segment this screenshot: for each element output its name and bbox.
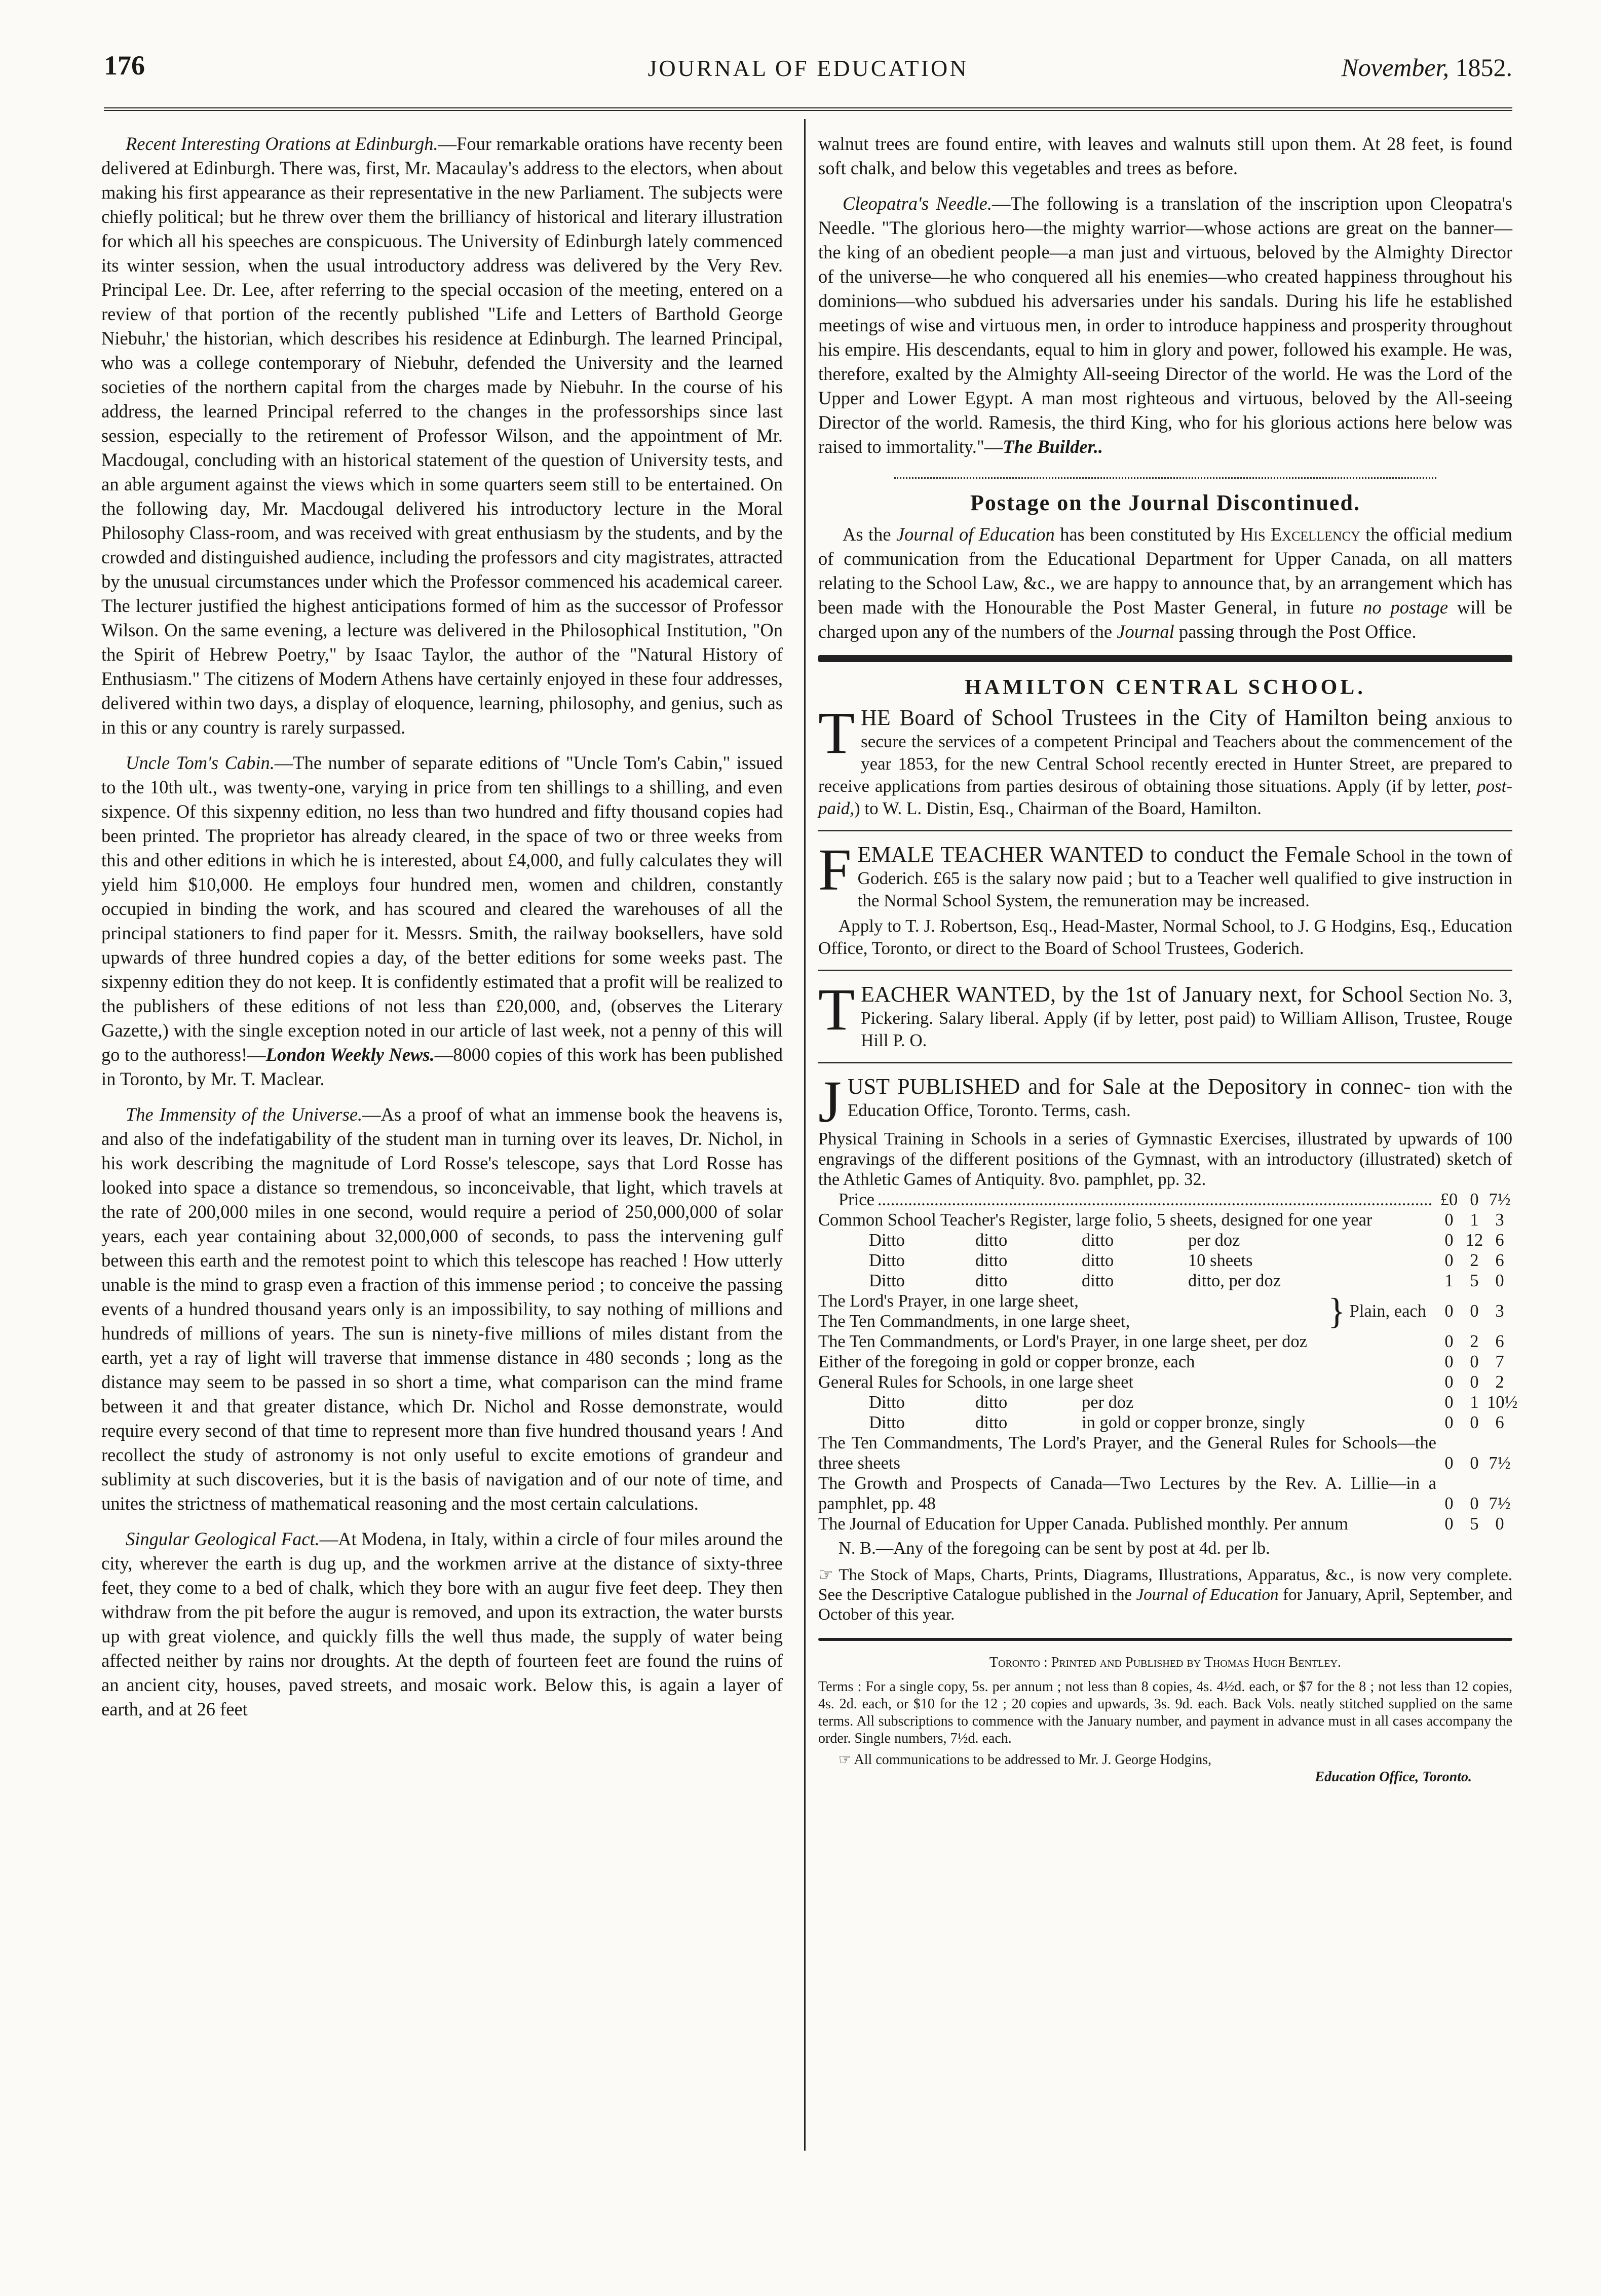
ditto-cell: Ditto: [869, 1231, 905, 1250]
article-body: —The following is a translation of the inscription upon Cleopatra's Needle. "The glorious hero—the mighty warrior—whose actions are great on the banner—the king of an obedient people—a man just and virtuous, beloved by the Almighty Director of the universe—he who conquered all his enemies—who created happiness throughout his dominions—who subdued his adversaries under his sandals. During his life he established meetings of wise and virtuous men, in order to introduce happiness and prosperity throughout his empire. His descendants, equal to him in glory and power, followed his example. He was, therefore, exalted by the Almighty All-seeing Director of the world. He was the Lord of the Upper and Lower Egypt. A man most righteous and virtuous, beloved by the All-seeing Director of the world. Ramesis, the third King, who for his glorious actions here below was raised to immortality."—: [818, 193, 1512, 457]
price-item: [818, 1372, 1512, 1392]
price-shillings: 5: [1470, 1514, 1479, 1534]
page-number: 176: [104, 50, 145, 81]
ditto-cell: ditto: [975, 1393, 1008, 1412]
article-cleopatra-needle: [818, 192, 1512, 459]
price-shillings: 0: [1470, 1494, 1479, 1513]
heavy-divider: [818, 655, 1512, 662]
price-item: [818, 1433, 1512, 1473]
postage-heading: Postage on the Journal Discontinued.: [970, 490, 1360, 515]
address-note: ☞ All communications to be addressed to Mr. J. George Hodgins,: [838, 1752, 1212, 1768]
item-price: [1436, 1514, 1512, 1534]
price-pence: 3: [1495, 1302, 1504, 1321]
price-item: [818, 1331, 1512, 1352]
drop-cap: F: [818, 836, 852, 903]
ditto-cell: ditto: [975, 1251, 1008, 1270]
ditto-row: [818, 1392, 1518, 1412]
price-shillings: 0: [1470, 1372, 1479, 1392]
ditto-cell: ditto: [1082, 1271, 1114, 1290]
price-pounds: 0: [1444, 1210, 1454, 1230]
price-item: [818, 1129, 1512, 1190]
prayer-label: Plain, each: [1349, 1302, 1426, 1321]
price-item: [818, 1514, 1512, 1534]
drop-cap: T: [818, 976, 855, 1043]
price-pounds: 0: [1444, 1393, 1454, 1412]
issue-date: [1342, 53, 1512, 82]
price-pounds: 0: [1444, 1453, 1454, 1473]
article-title: Uncle Tom's Cabin.: [126, 752, 275, 773]
article-source: London Weekly News.: [265, 1044, 435, 1065]
ditto-cell: ditto, per doz: [1188, 1271, 1281, 1290]
item-desc: Physical Training in Schools in a series of Gymnastic Exercises, illustrated by upwards of 100 engravings of the different positions of the Gymnast, with an introductory (illustrated) sketch of the Athletic Games of Antiquity. 8vo. pamphlet, pp. 32.: [818, 1129, 1512, 1189]
ditto-cell: ditto: [975, 1413, 1008, 1432]
price-pounds: 0: [1444, 1251, 1454, 1270]
item-price: [1436, 1494, 1512, 1514]
ad-body: Section No. 3, Pickering. Salary liberal. Apply (if by letter, post paid) to William Allison, Trustee, Rouge Hill P. O.: [861, 986, 1513, 1050]
price-shillings: 0: [1470, 1453, 1479, 1473]
article-title: Singular Geological Fact.: [126, 1528, 320, 1549]
article-geological-fact: [101, 1527, 783, 1721]
price-pounds: 0: [1444, 1332, 1454, 1351]
postage-italic: Journal: [1117, 621, 1174, 642]
price-item: [818, 1473, 1512, 1514]
page-header: [104, 46, 1512, 86]
price-pence: 0: [1495, 1514, 1504, 1534]
postage-text: will be charged upon any of the numbers of the: [818, 597, 1513, 642]
price-shillings: 1: [1470, 1393, 1479, 1412]
ad-apply: Apply to T. J. Robertson, Esq., Head-Master, Normal School, to J. G Hodgins, Esq., Education Office, Toronto, or direct to the Board of School Trustees, Goderich.: [818, 916, 1512, 958]
item-desc: The Ten Commandments, or Lord's Prayer, in one large sheet, per doz: [818, 1332, 1307, 1351]
article-source: The Builder..: [1003, 436, 1103, 457]
item-desc: Common School Teacher's Register, large folio, 5 sheets, designed for one year: [818, 1210, 1373, 1230]
right-column: [818, 132, 1518, 1786]
ad-divider: [818, 970, 1512, 971]
price-pounds: 0: [1444, 1372, 1454, 1392]
price-shillings: 2: [1470, 1251, 1479, 1270]
subscription-terms: Terms : For a single copy, 5s. per annum ; not less than 8 copies, 4s. 4½d. each, or $7 for the 8 ; not less than 12 copies, 4s. 2d. each, or $10 for the 12 ; 20 copies and upwards, 3s. 9d. each. Back Vols. neatly stitched supplied on the same terms. All subscriptions to commence with the January number, and payment in advance must in all cases accompany the order. Single numbers, 7½d. each.: [818, 1679, 1512, 1746]
printed-by: Toronto : Printed and Published by Thomas Hugh Bentley.: [989, 1655, 1342, 1670]
item-price: [1436, 1301, 1512, 1321]
price-shillings: 12: [1465, 1231, 1483, 1250]
nb-note: N. B.—Any of the foregoing can be sent by post at 4d. per lb.: [838, 1539, 1270, 1558]
ditto-cell: per doz: [1188, 1231, 1240, 1250]
price-pounds: 0: [1444, 1352, 1454, 1371]
stock-text: for January, April, September, and October of this year.: [818, 1586, 1513, 1624]
ad-lead: UST PUBLISHED and for Sale at the Depository in connec-: [847, 1074, 1411, 1099]
article-body: —The number of separate editions of "Uncle Tom's Cabin," issued to the 10th ult., was twenty-one, varying in price from ten shillings to a shilling, and even sixpence. Of this sixpenny edition, no less than two hundred and fifty thousand copies had been printed. The proprietor has already cleared, in the space of two or three weeks from this and other editions in which he is interested, about £4,000, and fully calculates they will yield him $10,000. He employs four hundred men, women and children, constantly occupied in binding the work, and has scoured and cleared the warehouses of all the principal stationers to find paper for it. Messrs. Smith, the railway booksellers, have sold upwards of three hundred copies a day, of the better editions for some weeks past. The sixpenny edition they do not keep. It is confidently estimated that a profit will be realized to the publishers of these editions of not less than £20,000, and, (observes the Literary Gazette,) with the single exception noted in our article of last week, not a penny of this will go to the authoress!—: [101, 752, 783, 1065]
prayer-row: [818, 1291, 1512, 1331]
price-shillings: 5: [1470, 1271, 1479, 1290]
item-label: Price: [838, 1190, 874, 1209]
postage-smallcaps: His Excellency: [1240, 524, 1360, 545]
item-price: [1436, 1331, 1512, 1352]
stock-text: ☞ The Stock of Maps, Charts, Prints, Diagrams, Illustrations, Apparatus, &c., is now very complete. See the Descriptive Catalogue published in the: [818, 1566, 1512, 1604]
price-pence: 0: [1495, 1271, 1504, 1290]
price-pence: 7: [1495, 1352, 1504, 1371]
just-published-ad: [818, 1068, 1512, 1135]
item-price: [1436, 1352, 1512, 1372]
ad-divider: [818, 830, 1512, 831]
ad-lead: EMALE TEACHER WANTED to conduct the Female: [857, 842, 1351, 867]
brace-glyph: }: [1328, 1291, 1346, 1331]
ad-italic: post-paid,: [818, 776, 1512, 818]
imprint-footer: [818, 1654, 1512, 1786]
prayer-desc: [818, 1291, 1328, 1331]
ditto-cell: Ditto: [869, 1413, 905, 1432]
drop-cap: J: [818, 1068, 842, 1135]
drop-cap: T: [818, 700, 855, 766]
article-body: —Four remarkable orations have recenty been delivered at Edinburgh. There was, first, Mr. Macaulay's address to the electors, when about making his first appearance as their representative in the new Parliament. The subjects were chiefly political; but he threw over them the brilliancy of historical and literary illustration for which all his speeches are conspicuous. The University of Edinburgh lately commenced its winter session, when the usual introductory address was delivered by the Very Rev. Principal Lee. Dr. Lee, after referring to the special occasion of the meeting, entered on a review of that portion of the recently published "Life and Letters of Barthold George Niebuhr,' the historian, which describes his residence at Edinburgh. The learned Principal, who was a college contemporary of Niebuhr, defended the University and the learned societies of the northern capital from the charges made by Niebuhr. In the course of his address, the learned Principal referred to the changes in the professorships since last session, especially to the retirement of Professor Wilson, and the appointment of Mr. Macdougal, concluding with an historical statement of the question of University tests, and an able argument against the views which in some quarters seem still to be entertained. On the following day, Mr. Macdougal delivered his introductory lecture in the Moral Philosophy Class-room, and was received with great enthusiasm by the students, and by the crowded and distinguished audience, including the professors and city magistrates, attracted by the unusual circumstances under which the Professor commenced his academical career. The lecturer justified the highest anticipations formed of him as the successor of Professor Wilson. On the same evening, a lecture was delivered in the Philosophical Institution, "On the Spirit of Hebrew Poetry," by Isaac Taylor, the author of the "Natural History of Enthusiasm." The citizens of Modern Athens have certainly enjoyed in these four addresses, delivered within two days, a display of eloquence, learning, philosophy, and genius, such as in this or any country is rarely surpassed.: [101, 133, 783, 738]
price-pence: 7½: [1489, 1494, 1511, 1513]
prayer-line: The Lord's Prayer, in one large sheet,: [818, 1291, 1079, 1311]
ad-tail: ) to W. L. Distin, Esq., Chairman of the Board, Hamilton.: [854, 798, 1262, 818]
price-list: [818, 1129, 1518, 1625]
item-desc: The Growth and Prospects of Canada—Two Lectures by the Rev. A. Lillie—in a pamphlet, pp. 48: [818, 1474, 1436, 1513]
price-item: [818, 1352, 1512, 1372]
price-pounds: 0: [1444, 1231, 1454, 1250]
stock-italic: Journal of Education: [1136, 1586, 1279, 1604]
price-pence: 7½: [1489, 1453, 1511, 1473]
article-continuation: walnut trees are found entire, with leaves and walnuts still upon them. At 28 feet, is found soft chalk, and below this vegetables and trees as before.: [818, 133, 1512, 178]
article-title: The Immensity of the Universe.: [126, 1104, 363, 1125]
price-shillings: 0: [1470, 1352, 1479, 1371]
journal-title: JOURNAL OF EDUCATION: [647, 55, 969, 81]
ditto-cell: Ditto: [869, 1271, 905, 1290]
price-pounds: 0: [1444, 1514, 1454, 1534]
teacher-wanted-ad: [818, 976, 1513, 1052]
price-pence: 6: [1495, 1332, 1504, 1351]
price-pounds: 0: [1444, 1413, 1454, 1432]
item-price: [1436, 1453, 1512, 1473]
leader-dots: [878, 1190, 1433, 1210]
stock-note: [818, 1565, 1512, 1625]
ad-divider: [818, 1062, 1512, 1063]
ditto-cell: ditto: [975, 1231, 1008, 1250]
ditto-cell: per doz: [1082, 1393, 1134, 1412]
ad-lead: HE Board of School Trustees in the City of Hamilton being: [861, 705, 1428, 730]
hamilton-ad: [818, 700, 1512, 820]
ad-lead: EACHER WANTED, by the 1st of January next, for School: [861, 982, 1404, 1007]
price-pounds: £0: [1440, 1190, 1458, 1209]
price-shillings: 2: [1470, 1332, 1479, 1351]
postage-text: passing through the Post Office.: [1174, 621, 1417, 642]
column-divider: [804, 119, 806, 2151]
price-shillings: 0: [1470, 1302, 1479, 1321]
item-desc: Either of the foregoing in gold or copper bronze, each: [818, 1352, 1195, 1371]
article-body: —At Modena, in Italy, within a circle of four miles around the city, wherever the earth is dug up, and the workmen arrive at the distance of sixty-three feet, they come to a bed of chalk, which they bore with an augur five feet deep. They then withdraw from the pit before the augur is removed, and upon its extraction, the water bursts up with great violence, and quickly fills the well thus made, the supply of water being affected neither by rains nor droughts. At the depth of fourteen feet are found the ruins of an ancient city, houses, paved streets, and mosaic work. Below this, is again a layer of earth, and at 26 feet: [101, 1528, 783, 1719]
item-desc: General Rules for Schools, in one large sheet: [818, 1372, 1134, 1392]
price-pounds: 0: [1444, 1494, 1454, 1513]
price-pence: 6: [1495, 1231, 1504, 1250]
price-pence: 3: [1495, 1210, 1504, 1230]
postage-italic: Journal of Education: [896, 524, 1055, 545]
article-title: Recent Interesting Orations at Edinburgh.: [126, 133, 438, 154]
ad-body: anxious to secure the services of a competent Principal and Teachers about the commencement of the year 1853, for the new Central School recently erected in Hunter Street, are prepared to receive applications from parties desirous of obtaining those situations. Apply (if by letter,: [818, 709, 1512, 796]
ditto-cell: Ditto: [869, 1393, 905, 1412]
postage-notice: [818, 522, 1512, 644]
item-price: [1436, 1190, 1512, 1210]
price-pence: 2: [1495, 1372, 1504, 1392]
ditto-row: [818, 1230, 1512, 1250]
ditto-row: [818, 1250, 1512, 1271]
ditto-cell: ditto: [1082, 1251, 1114, 1270]
hamilton-heading: HAMILTON CENTRAL SCHOOL.: [965, 676, 1366, 699]
price-pounds: 1: [1444, 1271, 1454, 1290]
item-desc: The Journal of Education for Upper Canada. Published monthly. Per annum: [818, 1514, 1348, 1534]
ditto-cell: in gold or copper bronze, singly: [1082, 1413, 1305, 1432]
price-item: [818, 1190, 1512, 1210]
prayer-line: The Ten Commandments, in one large sheet,: [818, 1312, 1130, 1331]
ditto-row: [818, 1271, 1512, 1291]
issue-year: 1852.: [1455, 53, 1512, 82]
ad-body: School in the town of Goderich. £65 is the salary now paid ; but to a Teacher well qualified to give instruction in the Normal School System, the remuneration may be increased.: [857, 846, 1512, 910]
price-pence: 10½: [1487, 1393, 1518, 1412]
item-desc: The Ten Commandments, The Lord's Prayer, and the General Rules for Schools—the three sheets: [818, 1433, 1436, 1473]
ditto-cell: ditto: [1082, 1231, 1114, 1250]
item-price: [1436, 1271, 1512, 1291]
ditto-cell: Ditto: [869, 1251, 905, 1270]
wavy-divider: [894, 470, 1436, 479]
item-price: [1436, 1250, 1512, 1271]
price-shillings: 0: [1470, 1190, 1479, 1209]
ditto-cell: ditto: [975, 1271, 1008, 1290]
article-uncle-toms-cabin: [101, 751, 783, 1091]
footer-rule: [818, 1638, 1512, 1641]
article-tail: —8000 copies of this work has been published in Toronto, by Mr. T. Maclear.: [101, 1044, 783, 1089]
issue-month: November,: [1341, 53, 1449, 82]
article-edinburgh: [101, 132, 783, 740]
office-signature: Education Office, Toronto.: [1315, 1769, 1472, 1785]
postage-text: has been constituted by: [1054, 524, 1241, 545]
article-immensity-universe: [101, 1102, 783, 1516]
price-pence: 6: [1495, 1413, 1504, 1432]
postage-text: the official medium of communication from the Educational Department for Upper Canada, on all matters relating to the School Law, &c., we are happy to announce that, by an arrangement which has been made with the Honourable the Post Master General, in future: [818, 524, 1512, 618]
price-shillings: 0: [1470, 1413, 1479, 1432]
ditto-cell: 10 sheets: [1188, 1251, 1253, 1270]
ditto-row: [818, 1412, 1512, 1433]
female-teacher-ad: [818, 836, 1512, 960]
price-pounds: 0: [1444, 1302, 1454, 1321]
article-body: —As a proof of what an immense book the heavens is, and also of the indefatigability of the student man in turning over its leaves, Dr. Nichol, in his work describing the magnitude of Lord Rosse's telescope, says that Lord Rosse has looked into space a distance so tremendous, so inconceivable, that light, which travels at the rate of 200,000 miles in one second, would require a period of 250,000,000 of solar years, each year containing about 32,000,000 of seconds, to pass the intervening gulf between this earth and the remotest point to which this telescope has reached ! How utterly unable is the mind to grasp even a fraction of this immense period ; to conceive the passing events of a hundred thousand years only is an impossibility, to say nothing of millions and hundreds of millions of years. The sun is ninety-five millions of miles distant from the earth, yet a ray of light will traverse that immense distance in 480 seconds ; long as the distance may seem to be passed in so short a time, what comparison can the mind frame between it and that greater distance, which Dr. Nichol and Rosse demonstrate, would require every second of that time to represent more than five hundred thousand years ! And recollect the study of astronomy is not only useful to excite emotions of grandeur and sublimity at such discoveries, but it is the basis of navigation and of our note of time, and unites the strictness of mathematical reasoning and the most certain calculations.: [101, 1104, 783, 1514]
article-title: Cleopatra's Needle.: [843, 193, 992, 214]
item-price: [1436, 1230, 1512, 1250]
item-price: [1436, 1372, 1512, 1392]
price-pence: 7½: [1489, 1190, 1511, 1209]
item-price: [1436, 1210, 1512, 1230]
ad-body: tion with the Education Office, Toronto. Terms, cash.: [847, 1078, 1512, 1120]
price-pence: 6: [1495, 1251, 1504, 1270]
item-price: [1436, 1412, 1512, 1433]
left-column: [101, 132, 783, 1733]
postage-text: As the: [843, 524, 896, 545]
price-shillings: 1: [1470, 1210, 1479, 1230]
postage-italic: no postage: [1363, 597, 1448, 618]
header-rule: [104, 107, 1512, 111]
price-item: [818, 1210, 1512, 1230]
item-price: [1436, 1392, 1518, 1412]
